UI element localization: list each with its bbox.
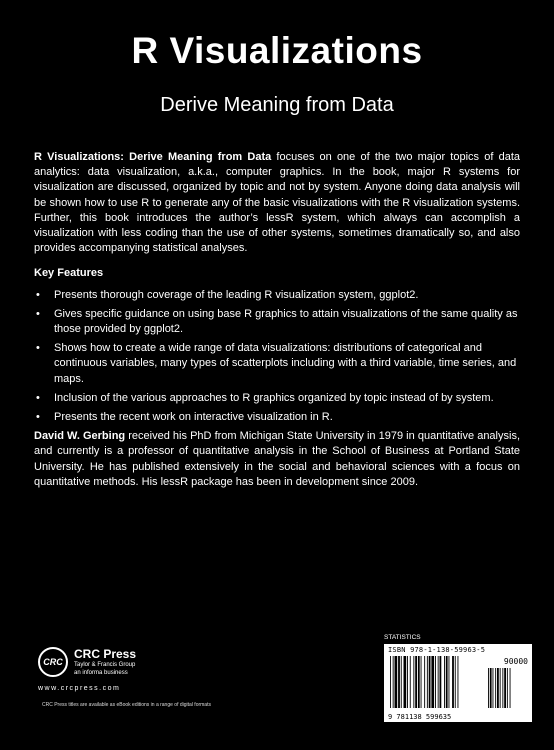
isbn-barcode (384, 644, 532, 722)
bullet-icon: • (36, 288, 40, 301)
book-subtitle: Derive Meaning from Data (160, 94, 394, 116)
ebook-note: CRC Press titles are available as eBook editions in a range of digital formats (42, 702, 211, 708)
feature-text: Shows how to create a wide range of data visualizations: distributions of categorical and continuous variables, many types of scatterplots including with a third variable, time series, and maps. (54, 342, 517, 385)
description-paragraph (34, 150, 520, 256)
description-text: focuses on one of the two major topics of data analytics: data visualization, a.k.a., computer graphics. In the book, major R systems for visualization are discussed, organized by topic and not by system. Anyone doing data analysis will be shown how to use R to generate any of the basic visualizations with the R visualization systems. Further, this book introduces the author’s lessR system, which always can accomplish a visualization with less coding than the use of other systems, sometimes dramatically so, and also provides accompanying statistical analyses. (34, 151, 521, 255)
back-cover-text (34, 150, 520, 490)
publisher-business: an informa business (74, 670, 128, 676)
bullet-icon: • (36, 391, 40, 404)
key-features-list (34, 288, 520, 426)
author-text: received his PhD from Michigan State University in 1979 in quantitative analysis, and currently is a professor of quantitative analysis in the School of Business at Portland State University. He has published extensively in the social and behavioral sciences with a focus on quantitative methods. His lessR package has been in development since 2009. (34, 430, 520, 488)
bullet-icon: • (36, 307, 40, 320)
author-bio (34, 429, 520, 490)
list-item (34, 410, 520, 425)
book-title: R Visualizations (131, 30, 423, 71)
bullet-icon: • (36, 342, 40, 355)
category-label: STATISTICS (384, 634, 421, 641)
bullet-icon: • (36, 411, 40, 424)
publisher-logo (38, 647, 258, 707)
list-item (34, 391, 520, 406)
barcode-number: 9 781138 599635 (388, 713, 452, 721)
feature-text: Inclusion of the various approaches to R graphics organized by topic instead of by system. (54, 391, 494, 404)
list-item (34, 307, 520, 337)
price-code: 90000 (503, 657, 528, 666)
feature-text: Presents the recent work on interactive visualization in R. (54, 411, 333, 424)
description-lead: R Visualizations: Derive Meaning from Data (34, 151, 272, 163)
publisher-url: www.crcpress.com (38, 685, 121, 692)
feature-text: Gives specific guidance on using base R graphics to attain visualizations of the same quality as those provided by ggplot2. (54, 307, 518, 336)
author-name: David W. Gerbing (34, 430, 126, 443)
barcode-icon (384, 644, 532, 722)
key-features-heading: Key Features (34, 267, 104, 280)
isbn-text: ISBN 978-1-138-59963-5 (388, 646, 486, 654)
list-item (34, 341, 520, 387)
list-item (34, 288, 520, 303)
publisher-group: Taylor & Francis Group (74, 662, 136, 668)
publisher-name: CRC Press (74, 647, 137, 661)
crc-logo-icon: CRC (38, 647, 68, 677)
feature-text: Presents thorough coverage of the leading R visualization system, ggplot2. (54, 288, 419, 301)
